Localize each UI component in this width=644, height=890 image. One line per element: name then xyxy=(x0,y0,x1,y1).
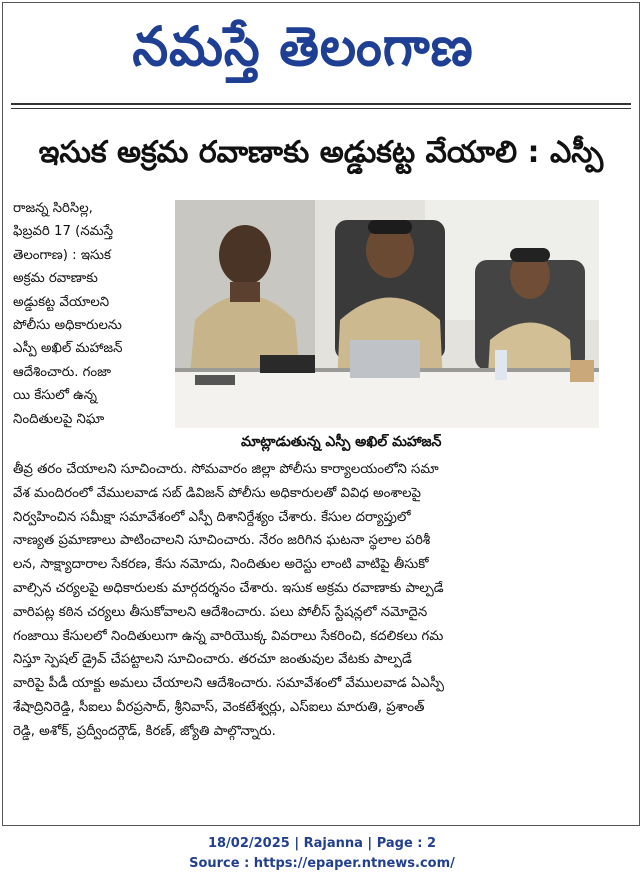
article-text-line: ఎస్పీ అఖిల్ మహాజన్ xyxy=(13,341,123,357)
footer-source-link[interactable]: Source : https://epaper.ntnews.com/ xyxy=(189,856,455,871)
article-text-line: ఫిబ్రవరి 17 (నమస్తే xyxy=(13,224,114,240)
photo-caption: మాట్లాడుతున్న ఎస్పీ అఖిల్ మహాజన్ xyxy=(241,434,442,450)
article-text-line: వారిపట్ల కఠిన చర్యలు తీసుకోవాలని ఆదేశించారు. పలు పోలీస్ స్టేషన్లలో నమోదైన xyxy=(13,604,428,620)
article-text-line: నిస్తూ స్పెషల్ డ్రైవ్ చేపట్టాలని సూచించారు. తరచూ జంతువుల వేటకు పాల్పడే xyxy=(13,652,412,668)
article-text-line: తెలంగాణ) : ఇసుక xyxy=(13,247,111,263)
article-text-line: గంజాయి కేసులలో నిందితులుగా ఉన్న వారియొక్క వివరాలు సేకరించి, కదలికలు గమ xyxy=(13,628,444,644)
masthead-rule-bottom xyxy=(11,108,631,109)
article-text-line: యి కేసులో ఉన్న xyxy=(13,388,98,404)
article-headline: ఇసుక అక్రమ రవాణాకు అడ్డుకట్ట వేయాలి : ఎస్పీ xyxy=(38,135,604,170)
article-text-line: వేశ మందిరంలో వేములవాడ సబ్ డివిజన్ పోలీసు అధికారులతో వివిధ అంశాలపై xyxy=(13,485,422,501)
article-text-line: శేషాద్రినిరెడ్డి, సీఐలు వీరప్రసాద్, శ్రీనివాస్, వెంకటేశ్వర్లు, ఎస్ఐలు మారుతి, ప్రశాంత్ xyxy=(13,699,425,715)
article-body xyxy=(13,458,631,744)
article-text-line: నిందితులపై నిఘా xyxy=(13,411,105,427)
article-text-line: తీవ్ర తరం చేయాలని సూచించారు. సోమవారం జిల్లా పోలీసు కార్యాలయంలోని సమా xyxy=(13,462,439,477)
article-text-line: వాల్సిన చర్యలపై అధికారులకు మార్గదర్శనం చేశారు. ఇసుక అక్రమ రవాణాకు పాల్పడే xyxy=(13,580,444,596)
masthead-rule-top xyxy=(11,103,631,105)
article-text-line: అక్రమ రవాణాకు xyxy=(13,271,98,287)
article-text-line: ఆదేశించారు. గంజా xyxy=(13,364,112,380)
article-text-line: లన, సాక్ష్యాదారాల సేకరణ, కేసు నమోదు, నిందితుల అరెస్టు లాంటి వాటిపై తీసుకో xyxy=(13,557,429,573)
article-text-line: పోలీసు అధికారులను xyxy=(13,318,122,334)
footer xyxy=(0,834,644,874)
article-text-line: నాణ్యత ప్రమాణాలు పాటించాలని సూచించారు. నేరం జరిగిన ఘటనా స్థలాల పరిశీ xyxy=(13,533,431,549)
meeting-photo-illustration xyxy=(175,200,599,428)
article-text-line: నిర్వహించిన సమీక్షా సమావేశంలో ఎస్పీ దిశానిర్దేశ్యం చేశారు. కేసుల దర్యాప్తులో xyxy=(13,509,411,525)
clipping-frame xyxy=(2,2,640,826)
article-text-line: రెడ్డి, అశోక్, ప్రద్వీందర్గౌడ్, కిరణ్, జ్యోతి పాల్గొన్నారు. xyxy=(13,723,276,739)
article-intro-column xyxy=(13,197,163,431)
article-text-line: అడ్డుకట్ట వేయాలని xyxy=(13,294,110,310)
article-photo xyxy=(175,200,599,428)
article-text-line: వారిపై పీడీ యాక్టు అమలు చేయాలని ఆదేశించారు. సమావేశంలో వేములవాడ ఏఎస్పీ xyxy=(13,676,445,692)
article-text-line: రాజన్న సిరిసిల్ల, xyxy=(13,201,93,216)
masthead-logo: నమస్తే తెలంగాణ xyxy=(132,14,474,78)
footer-date-edition: 18/02/2025 | Rajanna | Page : 2 xyxy=(207,836,437,851)
